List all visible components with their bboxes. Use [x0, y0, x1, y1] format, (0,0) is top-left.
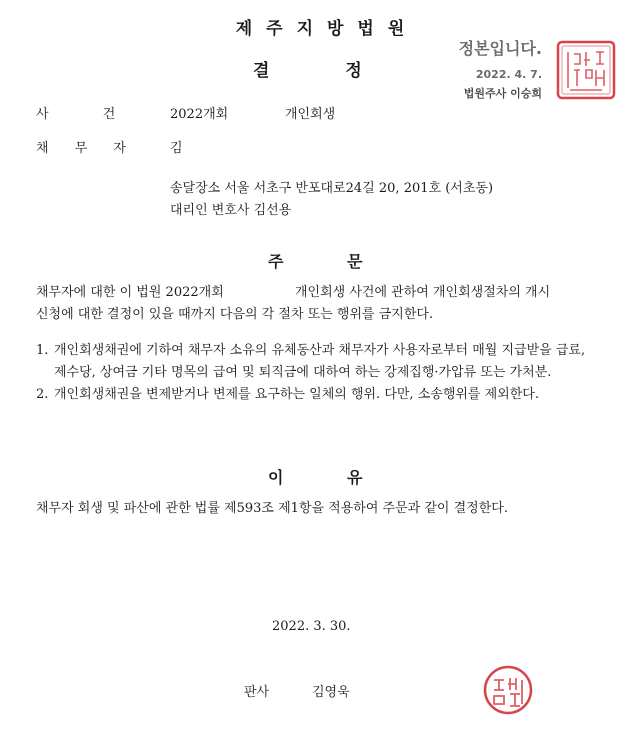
reason-heading: 이 유 [268, 468, 363, 487]
service-address: 송달장소 서울 서초구 반포대로24길 20, 201호 (서초동) [170, 181, 494, 196]
list-item-number: 1. [36, 343, 49, 358]
list-item-text: 개인회생채권에 기하여 채무자 소유의 유체동산과 채무자가 사용자로부터 매월 지급받을 급료, 제수당, 상여금 기타 명목의 급여 및 퇴직금에 대하여 하는 강제집행·가압류 또는 가처분. [54, 343, 586, 380]
case-type: 개인회생 [285, 107, 336, 122]
list-item [36, 340, 596, 384]
debtor-name: 김 [170, 141, 183, 156]
certified-copy-text: 정본입니다. [458, 39, 542, 58]
order-paragraph-line2: 신청에 대한 결정이 있을 때까지 다음의 각 절차 또는 행위를 금지한다. [36, 307, 434, 322]
attorney: 대리인 변호사 김선용 [170, 203, 292, 218]
case-label: 사 건 [36, 107, 116, 122]
list-item [36, 384, 596, 406]
decision-date: 2022. 3. 30. [272, 619, 351, 634]
certification-date: 2022. 4. 7. [475, 68, 542, 81]
clerk-seal [556, 40, 616, 100]
document-type: 결 정 [253, 61, 362, 81]
prohibited-acts-list [36, 340, 596, 406]
judge-name: 김영욱 [312, 685, 350, 700]
case-number: 2022개회 [170, 107, 229, 122]
order-heading: 주 문 [268, 252, 363, 271]
debtor-label: 채 무 자 [36, 141, 126, 156]
court-name: 제주지방법원 [235, 19, 419, 39]
certification-block [430, 36, 542, 101]
judge-seal [482, 664, 534, 716]
judge-title: 판사 [244, 685, 270, 700]
order-paragraph-part1: 채무자에 대한 이 법원 2022개회 [36, 285, 224, 300]
clerk-name: 법원주사 이승희 [463, 87, 542, 100]
list-item-text: 개인회생채권을 변제받거나 변제를 요구하는 일체의 행위. 다만, 소송행위를 제외한다. [54, 387, 539, 402]
list-item-number: 2. [36, 387, 49, 402]
order-paragraph-part2: 개인회생 사건에 관하여 개인회생절차의 개시 [295, 285, 551, 300]
reason-text: 채무자 회생 및 파산에 관한 법률 제593조 제1항을 적용하여 주문과 같이 결정한다. [36, 501, 508, 516]
